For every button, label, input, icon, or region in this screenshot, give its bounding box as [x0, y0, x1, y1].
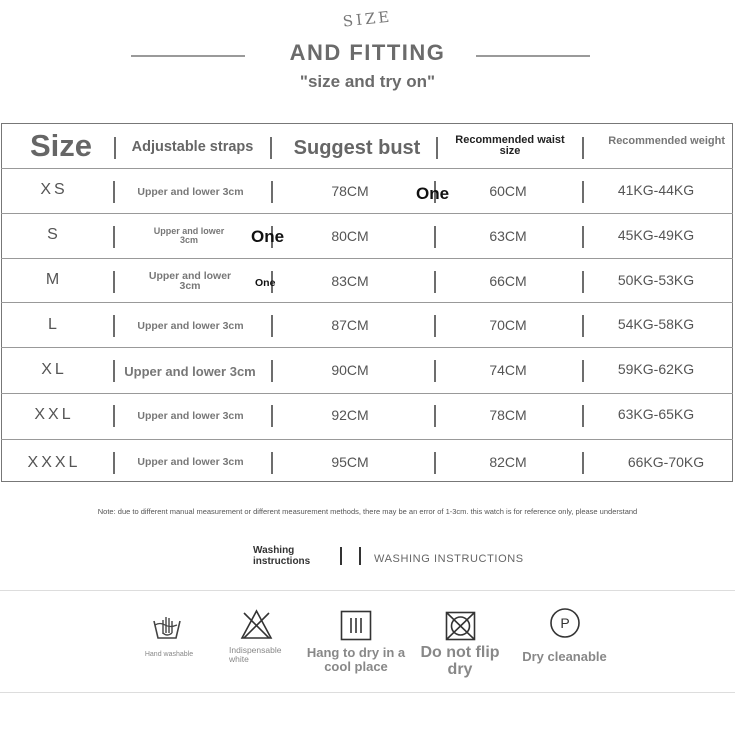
row-separator — [582, 452, 584, 474]
row-xxxl-straps: Upper and lower 3cm — [137, 456, 244, 468]
row-divider — [1, 168, 733, 169]
header-waist: Recommended waist size — [455, 134, 565, 157]
row-l-waist: 70CM — [489, 317, 527, 333]
row-m-weight: 50KG-53KG — [617, 272, 695, 288]
row-separator — [434, 360, 436, 382]
row-xs-waist: 60CM — [489, 183, 527, 199]
no-tumble-dry-icon — [445, 611, 476, 646]
row-s-bust: 80CM — [331, 228, 369, 244]
row-m-waist: 66CM — [489, 273, 527, 289]
row-l-size: L — [48, 316, 60, 333]
row-xxl-weight: 63KG-65KG — [617, 406, 695, 422]
row-separator — [582, 360, 584, 382]
row-separator — [582, 405, 584, 427]
row-m-bust: 83CM — [331, 273, 369, 289]
row-xxxl-bust: 95CM — [331, 454, 369, 470]
row-separator — [434, 315, 436, 337]
row-xl-waist: 74CM — [489, 362, 527, 378]
care-label: Do not flip dry — [420, 644, 500, 678]
svg-text:P: P — [560, 615, 570, 631]
row-l-weight: 54KG-58KG — [617, 316, 695, 332]
page-subtitle: "size and try on" — [299, 72, 436, 91]
row-separator — [434, 452, 436, 474]
row-m-straps: Upper and lower 3cm — [148, 270, 232, 292]
row-s-straps: Upper and lower 3cm — [153, 226, 225, 245]
washing-divider — [340, 547, 342, 565]
overlay-label: One — [416, 184, 450, 203]
row-s-size: S — [47, 226, 61, 243]
header-straps: Adjustable straps — [131, 139, 254, 155]
header-separator — [114, 137, 116, 159]
row-separator — [113, 315, 115, 337]
row-separator — [582, 226, 584, 248]
row-separator — [113, 360, 115, 382]
care-label: Hang to dry in a cool place — [306, 645, 406, 674]
row-separator — [434, 405, 436, 427]
row-separator — [271, 181, 273, 203]
line-dry-icon — [340, 610, 372, 646]
row-xxl-bust: 92CM — [331, 407, 369, 423]
row-separator — [113, 226, 115, 248]
dry-clean-icon — [549, 607, 581, 644]
row-s-waist: 63CM — [489, 228, 527, 244]
row-xl-bust: 90CM — [331, 362, 369, 378]
row-xs-weight: 41KG-44KG — [617, 182, 695, 198]
row-separator — [113, 452, 115, 474]
row-separator — [271, 315, 273, 337]
row-separator — [582, 315, 584, 337]
row-xl-weight: 59KG-62KG — [617, 361, 695, 377]
row-divider — [1, 302, 733, 303]
row-xs-bust: 78CM — [331, 183, 369, 199]
header-weight: Recommended weight — [608, 135, 725, 147]
header-size: Size — [29, 128, 93, 163]
row-l-straps: Upper and lower 3cm — [137, 320, 244, 332]
row-xxxl-size: XXXL — [27, 454, 81, 471]
row-l-bust: 87CM — [331, 317, 369, 333]
overlay-label: One — [255, 277, 276, 289]
row-divider — [1, 393, 733, 394]
row-xxxl-waist: 82CM — [489, 454, 527, 470]
no-bleach-icon — [240, 609, 273, 645]
overlay-label: One — [251, 227, 285, 246]
row-divider — [1, 258, 733, 259]
row-xxl-waist: 78CM — [489, 407, 527, 423]
row-separator — [434, 226, 436, 248]
row-divider — [1, 347, 733, 348]
row-separator — [271, 405, 273, 427]
care-label: Dry cleanable — [522, 649, 607, 664]
row-xs-size: XS — [40, 181, 68, 198]
row-separator — [582, 181, 584, 203]
row-divider — [1, 213, 733, 214]
row-separator — [434, 271, 436, 293]
row-m-size: M — [45, 271, 63, 288]
page-title: AND FITTING — [289, 40, 446, 65]
row-xxl-size: XXL — [34, 406, 74, 423]
row-separator — [113, 271, 115, 293]
hand-wash-icon — [151, 613, 183, 646]
header-separator — [582, 137, 584, 159]
row-divider — [1, 439, 733, 440]
care-label: Hand washable — [144, 651, 194, 658]
care-label: Indispensable white — [229, 645, 282, 664]
header-separator — [270, 137, 272, 159]
measurement-note: Note: due to different manual measurement or different measurement methods, there may be an error of 1-3cm. this watch is for reference only, please understand — [97, 507, 638, 516]
row-separator — [582, 271, 584, 293]
washing-divider — [359, 547, 361, 565]
washing-title: Washing instructions — [253, 545, 311, 567]
row-separator — [271, 360, 273, 382]
row-separator — [113, 181, 115, 203]
washing-instructions-label: WASHING INSTRUCTIONS — [374, 553, 524, 565]
row-s-weight: 45KG-49KG — [617, 227, 695, 243]
row-separator — [271, 452, 273, 474]
row-separator — [113, 405, 115, 427]
row-xxxl-weight: 66KG-70KG — [627, 454, 705, 470]
row-xs-straps: Upper and lower 3cm — [137, 186, 244, 198]
row-xxl-straps: Upper and lower 3cm — [137, 410, 244, 422]
size-script-word: SIZE — [341, 7, 394, 31]
header-bust: Suggest bust — [293, 137, 421, 159]
header-separator — [436, 137, 438, 159]
row-xl-size: XL — [41, 361, 67, 378]
row-xl-straps: Upper and lower 3cm — [124, 364, 256, 379]
